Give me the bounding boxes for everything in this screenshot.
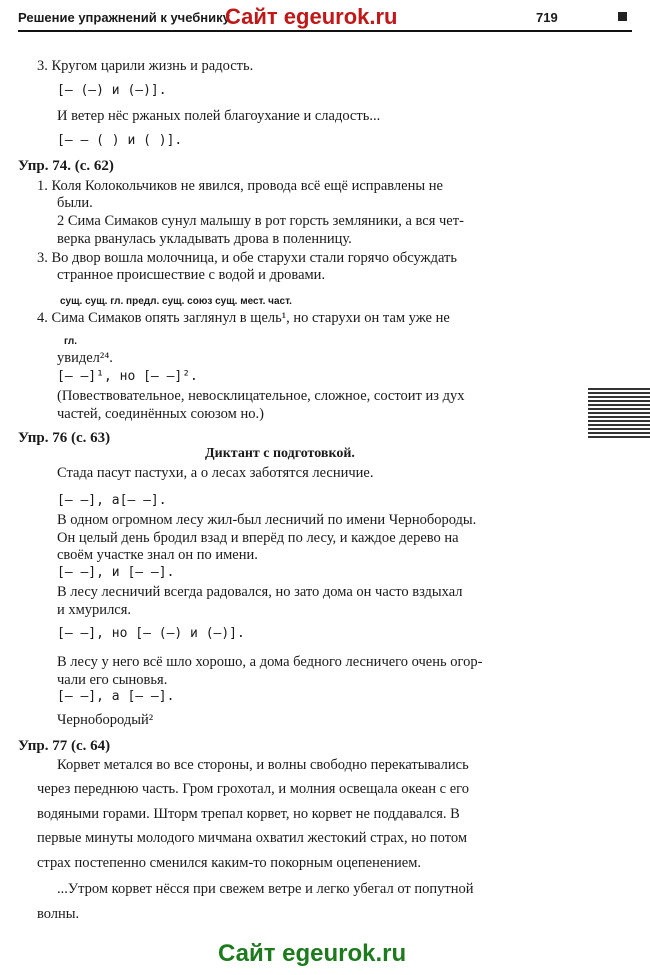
text-line: Корвет метался во все стороны, и волны свободно перекатывались <box>57 757 469 773</box>
page-marker-square <box>618 12 627 21</box>
dictation-title: Диктант с подготовкой. <box>205 446 355 461</box>
text-line: 4. Сима Симаков опять заглянул в щель¹, но старухи он там уже не <box>37 310 450 326</box>
exercise-heading-76: Упр. 76 (с. 63) <box>18 430 111 446</box>
scheme-line: [— —], а[— —]. <box>57 493 167 508</box>
text-line: 3. Во двор вошла молочница, и обе старухи стали горячо обсуждать <box>37 250 457 266</box>
text-line: первые минуты молодого мичмана охватил жестокий страх, но потом <box>37 830 468 846</box>
text-line: В лесу у него всё шло хорошо, а дома бедного лесничего очень огор- <box>57 654 483 670</box>
running-header-title: Решение упражнений к учебнику <box>18 10 230 25</box>
text-line: чали его сыновья. <box>57 672 168 688</box>
text-line: частей, соединённых союзом но.) <box>57 406 264 422</box>
margin-stripes-decoration <box>588 388 650 440</box>
scheme-line: [— — ( ) и ( )]. <box>57 133 183 148</box>
text-line: странное происшествие с водой и дровами. <box>57 267 326 283</box>
text-line: страх постепенно сменился каким-то покорным оцепенением. <box>37 855 422 871</box>
text-line: верка рванулась укладывать дрова в поленницу. <box>57 231 352 247</box>
text-line: ...Утром корвет нёсся при свежем ветре и легко убегал от попутной <box>57 881 474 897</box>
header-rule <box>18 30 632 32</box>
scheme-line: [— —], но [— (—) и (—)]. <box>57 626 245 641</box>
site-watermark-top: Сайт egeurok.ru <box>225 4 398 29</box>
text-line: В одном огромном лесу жил-был лесничий по имени Чернобороды. <box>57 512 477 528</box>
text-line: 1. Коля Колокольчиков не явился, провода всё ещё исправлены не <box>37 178 443 194</box>
site-watermark-bottom: Сайт egeurok.ru <box>218 940 407 967</box>
grammar-labels: сущ. сущ. гл. предл. сущ. союз сущ. мест. част. <box>60 296 292 307</box>
text-line: волны. <box>37 906 80 922</box>
text-line: увидел²⁴. <box>57 350 113 366</box>
text-line: В лесу лесничий всегда радовался, но зато дома он часто вздыхал <box>57 584 463 600</box>
text-line: 2 Сима Симаков сунул малышу в рот горсть земляники, а вся чет- <box>57 213 464 229</box>
exercise-heading-74: Упр. 74. (с. 62) <box>18 158 114 174</box>
text-line: через переднюю часть. Гром грохотал, и молния освещала океан с его <box>37 781 469 797</box>
text-line: своём участке знал он по имени. <box>57 547 258 563</box>
page-number: 719 <box>536 10 558 25</box>
text-line: (Повествовательное, невосклицательное, сложное, состоит из дух <box>57 388 465 404</box>
text-line: и хмурился. <box>57 602 132 618</box>
scheme-line: [— —], а [— —]. <box>57 689 175 704</box>
grammar-label: гл. <box>64 336 78 347</box>
text-line: 3. Кругом царили жизнь и радость. <box>37 58 254 74</box>
scheme-line: [— (—) и (—)]. <box>57 83 167 98</box>
text-line: были. <box>57 195 93 211</box>
text-line: Чернобородый² <box>57 712 154 728</box>
scheme-line: [— —], и [— —]. <box>57 565 175 580</box>
text-line: водяными горами. Шторм трепал корвет, но корвет не поддавался. В <box>37 806 460 822</box>
exercise-heading-77: Упр. 77 (с. 64) <box>18 738 111 754</box>
scheme-line: [— —]¹, но [— —]². <box>57 369 198 384</box>
text-line: И ветер нёс ржаных полей благоухание и сладость... <box>57 108 381 124</box>
text-line: Стада пасут пастухи, а о лесах заботятся лесничие. <box>57 465 374 481</box>
text-line: Он целый день бродил взад и вперёд по лесу, и каждое дерево на <box>57 530 459 546</box>
